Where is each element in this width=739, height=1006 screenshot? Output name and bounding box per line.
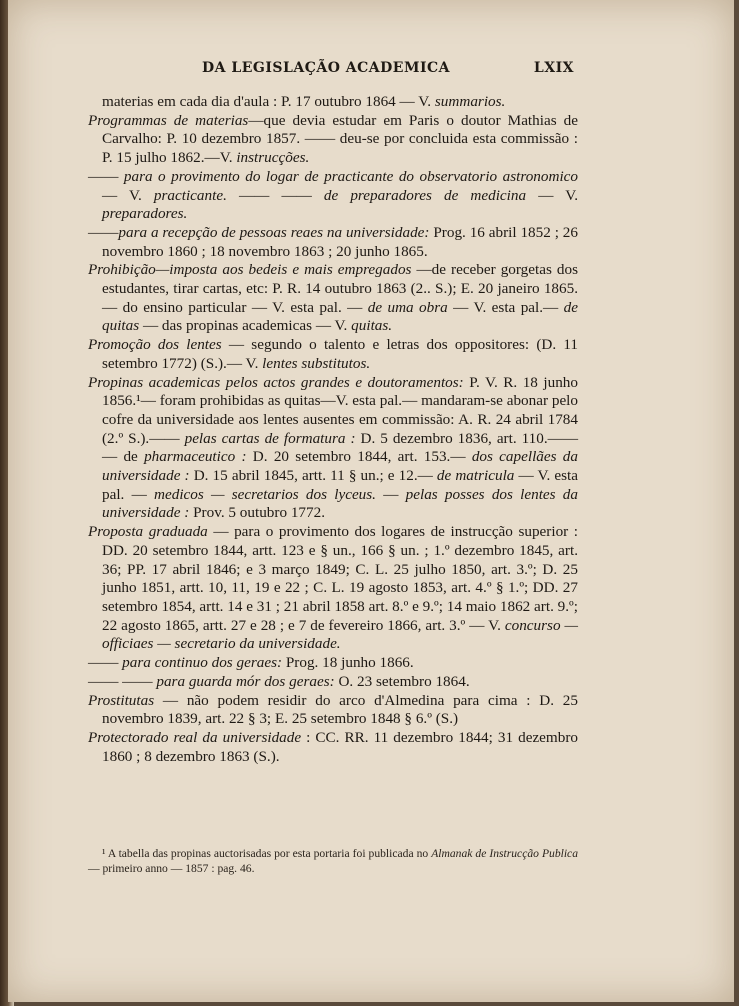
entry-text-run: — V. esta pal.— — [447, 298, 564, 316]
entry-italic-run: para guarda mór dos geraes: — [156, 672, 335, 690]
entry-italic-run: lentes substitutos. — [262, 354, 371, 372]
entry-text-run: — não podem residir do arco d'Almedina para cima : D. 25 novembro 1839, art. 22 § 3; E. 25 setembro 1848 § 6.º (S.) — [102, 691, 578, 728]
entry-italic-run: Prohibição—imposta aos bedeis e mais empregados — [88, 261, 412, 279]
entry-italic-run: Prostitutas — [88, 691, 155, 709]
entry-italic-run: preparadores. — [102, 205, 188, 223]
entry-text-run: — V. — [526, 186, 578, 204]
index-entry — [88, 261, 578, 336]
index-entry — [88, 692, 578, 729]
index-entry — [88, 112, 578, 168]
entry-italic-run: pelas cartas de formatura : — [184, 429, 356, 447]
entry-italic-run: Propinas academicas pelos actos grandes e doutoramentos: — [88, 373, 464, 391]
entry-text-run: — — [375, 485, 406, 503]
entry-italic-run: de preparadores de medicina — [323, 186, 527, 204]
entry-text-run: —— —— — [88, 672, 157, 690]
entry-italic-run: quitas. — [351, 317, 393, 335]
entry-text-run: — V. — [102, 186, 154, 204]
entry-italic-run: de quitas — [102, 298, 578, 335]
entry-italic-run: concurso — officiaes — secretario da universidade. — [102, 616, 578, 653]
index-entry — [88, 654, 578, 673]
entry-text-run: —— — [88, 167, 124, 185]
entry-text-run: D. 5 dezembro 1836, art. 110.—— — de — [102, 429, 578, 466]
index-entries — [88, 93, 578, 766]
entry-text-run: materias em cada dia d'aula : P. 17 outubro 1864 — V. — [102, 93, 435, 110]
entry-text-run: —— — [88, 654, 123, 672]
entry-italic-run: para a recepção de pessoas reaes na universidade: — [118, 223, 430, 241]
entry-italic-run: para continuo dos geraes: — [122, 654, 283, 672]
entry-text-run: —— — [88, 223, 119, 241]
entry-italic-run: de uma obra — [367, 298, 448, 316]
entry-italic-run: de matricula — [436, 467, 515, 485]
index-entry — [88, 93, 578, 112]
entry-italic-run: instrucções. — [236, 149, 310, 167]
entry-text-run: O. 23 setembro 1864. — [334, 672, 470, 690]
index-entry — [88, 168, 578, 224]
entry-text-run: D. 15 abril 1845, artt. 11 § un.; e 12.— — [189, 467, 437, 485]
entry-text-run: —— —— — [226, 186, 324, 204]
running-title: DA LEGISLAÇÃO ACADEMICA — [202, 60, 451, 76]
entry-text-run: D. 20 setembro 1844, art. 153.— — [246, 448, 472, 466]
footnote-text-run: — primeiro anno — 1857 : pag. 46. — [88, 862, 255, 875]
entry-italic-run: medicos — secretarios dos lyceus. — [154, 485, 376, 503]
footnote-text-run: ¹ A tabella das propinas auctorisadas por esta portaria foi publicada no — [102, 847, 432, 860]
entry-italic-run: practicante. — [153, 186, 227, 204]
entry-italic-run: pelas posses dos lentes da universidade : — [102, 485, 578, 522]
index-entry — [88, 374, 578, 524]
entry-text-run: — para o provimento dos logares de instrucção superior : DD. 20 setembro 1844, artt. 123 e § un., 166 § un. ; 1.º dezembro 1845, art. 36; PP. 17 abril 1846; e 3 março 1849; C. L. 25 julho 1850, art. 3.º; D. 25 junho 1851, artt. 10, 11, 19 e 22 ; C. L. 19 agosto 1853, art. 4.º § 1.º; DD. 27 setembro 1854, artt. 14 e 31 ; 21 abril 1858 art. 8.º e 9.º; 14 maio 1862 art. 9.º; 22 agosto 1865, artt. 27 e 28 ; e 7 de fevereiro 1866, art. 3.º — V. — [102, 523, 578, 634]
entry-text-run: — V. esta pal. — — [102, 467, 578, 503]
index-entry — [88, 729, 578, 766]
running-header — [102, 60, 574, 82]
entry-italic-run: Promoção dos lentes — [88, 336, 222, 354]
entry-text-run: —que devia estudar em Paris o doutor Mathias de Carvalho: P. 10 dezembro 1857. —— deu-se por concluida esta commissão : P. 15 julho 1862.—V. — [102, 111, 578, 167]
entry-text-run: Prog. 18 junho 1866. — [282, 654, 414, 672]
entry-italic-run: Programmas de materias — [88, 111, 249, 129]
index-entry — [88, 673, 578, 692]
entry-text-run: — segundo o talento e letras dos oppositores: (D. 11 setembro 1772) (S.).— V. — [102, 336, 578, 372]
entry-text-run: : CC. RR. 11 dezembro 1844; 31 dezembro 1860 ; 8 dezembro 1863 (S.). — [102, 728, 578, 765]
entry-text-run: Prog. 16 abril 1852 ; 26 novembro 1860 ; 18 novembro 1863 ; 20 junho 1865. — [102, 223, 578, 260]
entry-italic-run: summarios. — [434, 93, 506, 110]
entry-text-run: P. V. R. 18 junho 1856.¹— foram prohibidas as quitas—V. esta pal.— mandaram-se abonar pelo cofre da universidade aos lentes ausentes em commissão: A. R. 24 abril 1784 (2.º S.).—— — [102, 373, 578, 447]
index-entry — [88, 523, 578, 654]
footnote — [88, 846, 578, 876]
entry-text-run: Prov. 5 outubro 1772. — [189, 504, 326, 522]
entry-italic-run: dos capellães da universidade : — [102, 448, 578, 485]
entry-italic-run: Proposta graduada — [88, 523, 208, 541]
entry-italic-run: pharmaceutico : — [144, 448, 247, 466]
entry-text-run: —de receber gorgetas dos estudantes, tirar cartas, etc: P. R. 14 outubro 1863 (2.. S.); E. 20 janeiro 1865.— do ensino particular — V. esta pal. — — [102, 261, 578, 316]
page-number: LXIX — [533, 60, 574, 76]
entry-italic-run: Protectorado real da universidade — [88, 728, 302, 746]
entry-text-run: — das propinas academicas — V. — [139, 317, 352, 335]
footnote-italic-run: Almanak de Instrucção Publica — [431, 847, 578, 860]
entry-italic-run: para o provimento do logar de practicante do observatorio astronomico — [123, 167, 578, 185]
index-entry — [88, 224, 578, 261]
index-entry — [88, 336, 578, 373]
